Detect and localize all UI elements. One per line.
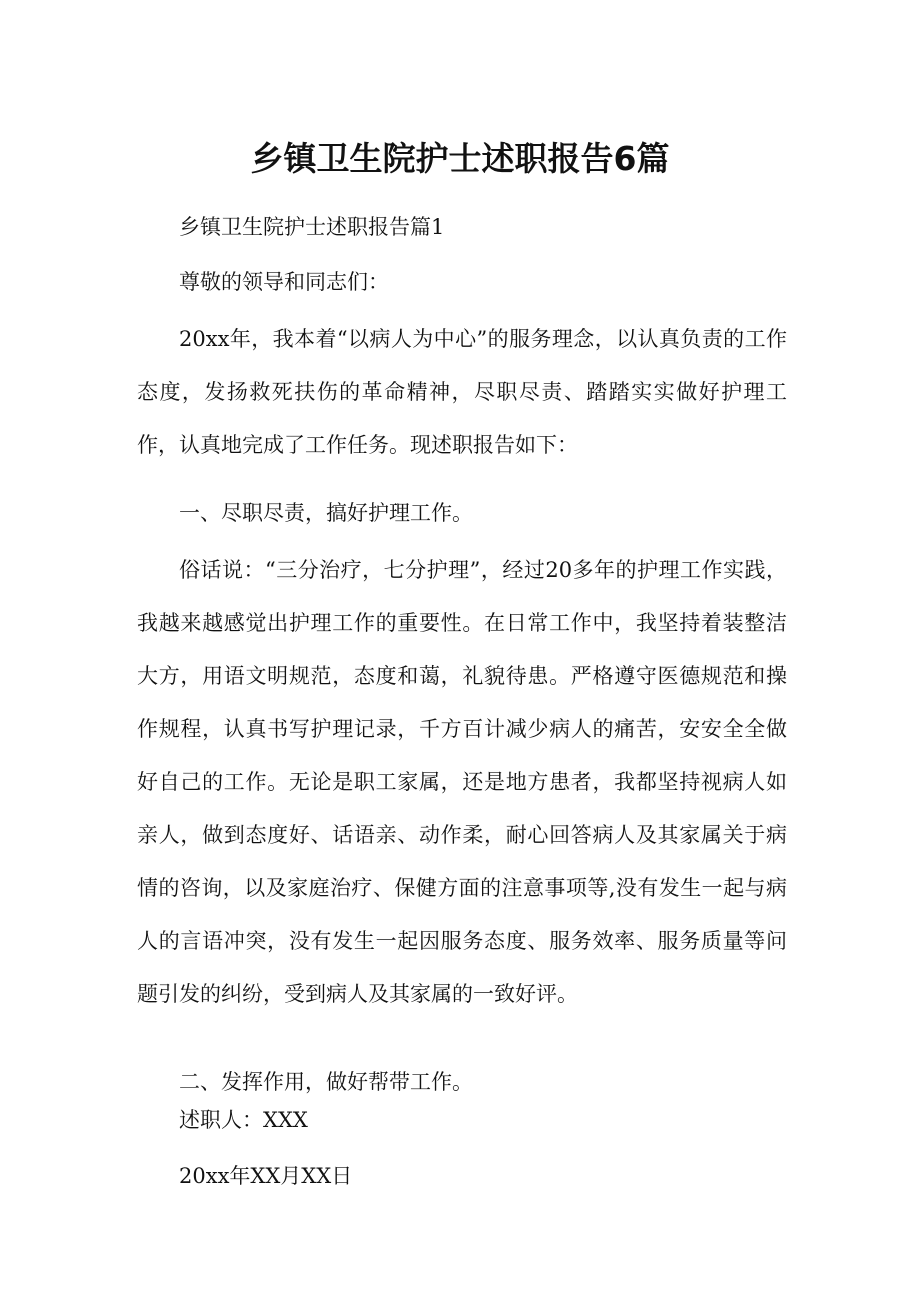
salutation: 尊敬的领导和同志们： [179, 270, 389, 294]
report-subtitle: 乡镇卫生院护士述职报告篇1 [179, 215, 445, 239]
signature-line: 述职人：XXX [179, 1108, 308, 1132]
paragraph-nursing-work: 俗话说：“三分治疗，七分护理”，经过20多年的护理工作实践，我越来越感觉出护理工作的重要性。在日常工作中，我坚持着装整洁大方，用语文明规范，态度和蔼，礼貌待患。严格遵守医德规范和操作规程，认真书写护理记录，千方百计减少病人的痛苦，安安全全做好自己的工作。无论是职工家属，还是地方患者，我都坚持视病人如亲人，做到态度好、话语亲、动作柔，耐心回答病人及其家属关于病情的咨询，以及家庭治疗、保健方面的注意事项等,没有发生一起与病人的言语冲突，没有发生一起因服务态度、服务效率、服务质量等问题引发的纠纷，受到病人及其家属的一致好评。 [137, 558, 787, 1006]
paragraph-intro: 20xx年，我本着“以病人为中心”的服务理念，以认真负责的工作态度，发扬救死扶伤的革命精神，尽职尽责、踏踏实实做好护理工作，认真地完成了工作任务。现述职报告如下： [137, 327, 787, 457]
date-line: 20xx年XX月XX日 [179, 1164, 353, 1188]
section-heading-2: 二、发挥作用，做好帮带工作。 [179, 1070, 473, 1094]
section-heading-1: 一、尽职尽责，搞好护理工作。 [179, 501, 473, 525]
document-title: 乡镇卫生院护士述职报告6篇 [250, 139, 670, 178]
